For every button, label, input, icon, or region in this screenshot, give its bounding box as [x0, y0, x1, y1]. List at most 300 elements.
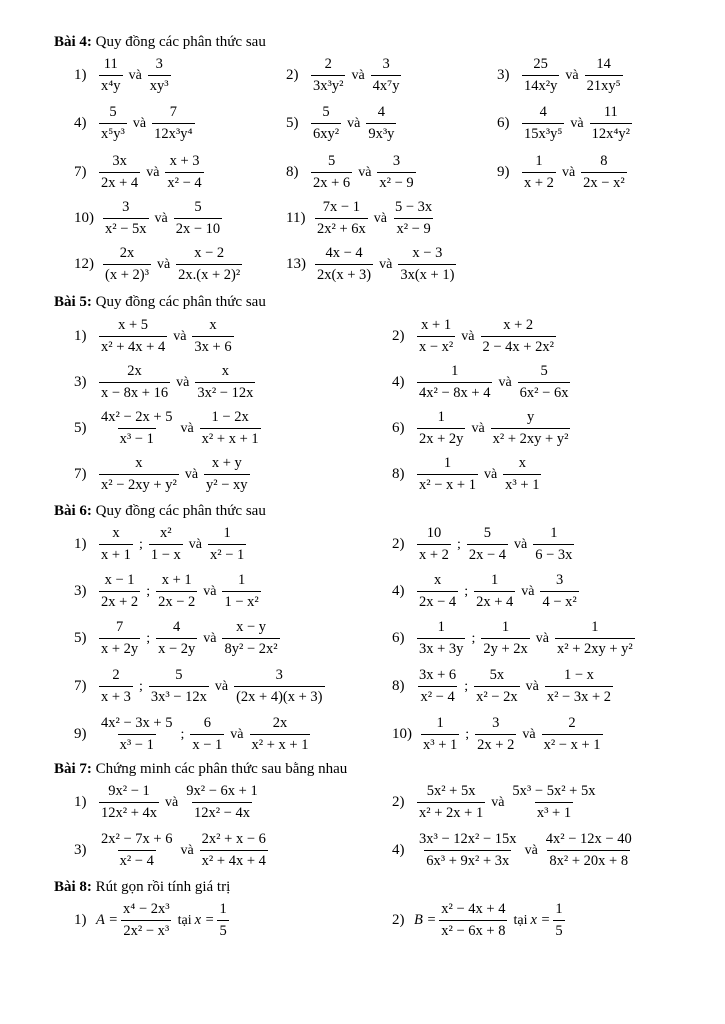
exercise-number: 8) — [392, 466, 405, 482]
word-and: và — [132, 115, 147, 131]
fraction — [542, 715, 603, 754]
exercise-item — [74, 901, 232, 940]
fraction-denominator: 2x² − x³ — [121, 920, 171, 940]
fraction — [99, 783, 159, 822]
exercise-item — [392, 715, 606, 754]
fraction-denominator: x² − 9 — [394, 218, 432, 238]
word-and: và — [561, 164, 576, 180]
fraction-numerator: x⁴ − 2x³ — [123, 901, 170, 917]
fraction — [417, 831, 519, 870]
fraction-denominator: x² + 4x + 4 — [99, 336, 167, 356]
section-text: Quy đồng các phân thức sau — [95, 503, 266, 519]
word-and: và — [565, 67, 579, 83]
word-at: tại — [177, 912, 192, 928]
fraction — [222, 619, 279, 658]
fraction — [99, 56, 123, 95]
fraction — [522, 153, 556, 192]
fraction-numerator: 25 — [533, 56, 548, 72]
exercise-number: 13) — [286, 256, 306, 272]
fraction-denominator: x − 8x + 16 — [99, 382, 170, 402]
fraction — [99, 715, 174, 754]
fraction-denominator: 4 − x² — [540, 591, 578, 611]
fraction-denominator: x² + 2xy + y² — [491, 428, 571, 448]
fraction-numerator: 1 — [437, 409, 445, 425]
exercise-number: 8) — [392, 678, 405, 694]
fraction-denominator: x + 3 — [99, 686, 133, 706]
fraction — [200, 831, 268, 870]
exercise-item — [286, 199, 437, 238]
fraction — [99, 455, 179, 494]
word-and: và — [156, 256, 171, 272]
exercise-number: 7) — [74, 164, 87, 180]
exercise-number: 1) — [74, 328, 87, 344]
word-and: và — [570, 115, 584, 131]
fraction-denominator: 3x² − 12x — [195, 382, 255, 402]
fraction-denominator: x + 1 — [99, 544, 133, 564]
fraction — [417, 619, 465, 658]
exercise-item — [286, 56, 404, 95]
fraction — [99, 104, 127, 143]
fraction-denominator: 2x + 4 — [474, 591, 515, 611]
fraction-denominator: 3x + 3y — [417, 638, 465, 658]
fraction-numerator: x + 1 — [421, 317, 452, 333]
section-title-bai4 — [54, 34, 266, 51]
fraction-numerator: 3 — [155, 56, 163, 72]
fraction-denominator: x + 2 — [522, 172, 556, 192]
exercise-number: 9) — [74, 726, 87, 742]
fraction — [522, 56, 559, 95]
fraction-numerator: 1 — [550, 525, 558, 541]
section-label: Bài 5: — [54, 294, 92, 310]
section-title-bai6 — [54, 503, 266, 520]
fraction-numerator: 7 — [115, 619, 124, 635]
fraction — [474, 667, 520, 706]
exercise-item — [74, 572, 264, 611]
section-label: Bài 8: — [54, 879, 92, 895]
exercise-item — [392, 525, 577, 564]
fraction-denominator: 6x³ + 9x² + 3x — [424, 850, 511, 870]
word-and: và — [524, 842, 538, 858]
separator-semicolon: ; — [138, 536, 143, 552]
exercise-item — [74, 317, 237, 356]
section-title-bai7 — [54, 761, 347, 778]
exercise-number: 5) — [74, 420, 87, 436]
fraction-numerator: 1 — [591, 619, 599, 635]
fraction — [217, 901, 228, 940]
fraction — [503, 455, 541, 494]
fraction-denominator: 2x.(x + 2)² — [176, 264, 242, 284]
fraction-denominator: x² − x + 1 — [417, 474, 478, 494]
word-and: và — [461, 328, 475, 344]
fraction — [518, 363, 571, 402]
fraction-denominator: 2x + 4 — [99, 172, 140, 192]
fraction-numerator: 2x² + x − 6 — [201, 831, 266, 847]
fraction — [590, 104, 632, 143]
exercise-number: 2) — [392, 328, 405, 344]
fraction-denominator: 12x² + 4x — [99, 802, 159, 822]
exercise-item — [74, 667, 328, 706]
fraction-numerator: 4x² − 2x + 5 — [101, 409, 173, 425]
exercise-number: 6) — [497, 115, 510, 131]
fraction-numerator: 11 — [103, 56, 118, 72]
fraction-denominator: x³ + 1 — [421, 734, 459, 754]
exercise-item — [392, 667, 616, 706]
fraction-numerator: 1 — [535, 153, 543, 169]
exercise-item — [74, 525, 249, 564]
fraction-numerator: 5x² + 5x — [426, 783, 476, 799]
fraction — [149, 667, 209, 706]
exercise-item — [392, 572, 582, 611]
fraction-numerator: 3x³ − 12x² − 15x — [419, 831, 517, 847]
fraction-denominator: (2x + 4)(x + 3) — [234, 686, 324, 706]
fraction — [222, 572, 260, 611]
fraction-numerator: 9x² − 6x + 1 — [186, 783, 258, 799]
fraction-numerator: 2 — [568, 715, 576, 731]
fraction — [417, 363, 492, 402]
word-and: và — [146, 164, 160, 180]
fraction — [165, 153, 203, 192]
exercise-item — [392, 409, 573, 448]
fraction — [99, 667, 133, 706]
exercise-item — [74, 363, 258, 402]
word-and: và — [471, 420, 485, 436]
fraction-denominator: 2x + 2y — [417, 428, 465, 448]
fraction-denominator: 12x³y⁴ — [152, 123, 194, 143]
fraction — [544, 831, 634, 870]
fraction-numerator: x — [209, 317, 217, 333]
fraction-numerator: 5 − 3x — [395, 199, 433, 215]
section-label: Bài 4: — [54, 34, 92, 50]
section-text: Rút gọn rồi tính giá trị — [95, 879, 231, 895]
fraction-denominator: x² + 4x + 4 — [200, 850, 268, 870]
exercise-item — [74, 153, 207, 192]
fraction-numerator: 1 — [436, 715, 444, 731]
fraction — [417, 783, 485, 822]
fraction-denominator: 2x + 6 — [311, 172, 352, 192]
word-and: và — [173, 328, 187, 344]
fraction — [234, 667, 324, 706]
fraction-numerator: 5x — [489, 667, 505, 683]
fraction-numerator: 4x² − 12x − 40 — [545, 831, 632, 847]
exercise-item — [74, 104, 198, 143]
exercise-item — [286, 153, 419, 192]
fraction — [103, 199, 149, 238]
exercise-number: 3) — [74, 374, 87, 390]
fraction — [99, 831, 174, 870]
fraction — [121, 901, 172, 940]
fraction-denominator: x² − 2xy + y² — [99, 474, 179, 494]
fraction-numerator: 9x² − 1 — [108, 783, 150, 799]
fraction-denominator: 2x + 2 — [475, 734, 516, 754]
fraction-numerator: 3 — [382, 56, 390, 72]
fraction-numerator: 1 — [437, 619, 445, 635]
fraction — [99, 153, 140, 192]
fraction-numerator: 1 — [555, 901, 563, 917]
fraction-numerator: 6 — [203, 715, 211, 731]
fraction-numerator: 4 — [539, 104, 547, 120]
fraction-denominator: x² − x + 1 — [542, 734, 603, 754]
fraction — [200, 409, 261, 448]
exercise-item — [392, 317, 559, 356]
fraction — [371, 56, 402, 95]
exercise-number: 6) — [392, 420, 405, 436]
fraction — [174, 199, 222, 238]
exercise-number: 2) — [392, 536, 405, 552]
exercise-number: 1) — [74, 67, 87, 83]
separator-semicolon: ; — [471, 630, 476, 646]
exercise-number: 6) — [392, 630, 405, 646]
section-text: Quy đồng các phân thức sau — [95, 294, 266, 310]
fraction-numerator: 2 — [324, 56, 332, 72]
fraction — [99, 363, 170, 402]
exercise-number: 4) — [392, 842, 405, 858]
fraction-denominator: 4x² − 8x + 4 — [417, 382, 492, 402]
word-and: và — [379, 256, 393, 272]
word-and: và — [351, 67, 365, 83]
section-title-bai8 — [54, 879, 230, 896]
fraction-numerator: 2x² − 7x + 6 — [101, 831, 173, 847]
fraction — [417, 455, 478, 494]
fraction-numerator: x + 5 — [118, 317, 149, 333]
exercise-item — [74, 831, 271, 870]
fraction — [474, 572, 515, 611]
word-and: và — [522, 726, 536, 742]
section-label: Bài 6: — [54, 503, 92, 519]
exercise-item — [74, 199, 225, 238]
exercise-number: 11) — [286, 210, 306, 226]
separator-semicolon: ; — [456, 536, 461, 552]
fraction-denominator: 2x − 4 — [467, 544, 508, 564]
fraction-numerator: x − 3 — [412, 245, 443, 261]
separator-semicolon: ; — [146, 630, 151, 646]
fraction-numerator: 2x — [272, 715, 288, 731]
section-text: Quy đồng các phân thức sau — [95, 34, 266, 50]
fraction — [103, 245, 151, 284]
fraction — [417, 317, 455, 356]
fraction-denominator: x² − 5x — [103, 218, 149, 238]
fraction-denominator: 5 — [217, 920, 228, 940]
exercise-number: 1) — [74, 912, 87, 928]
fraction-numerator: 2 — [112, 667, 120, 683]
fraction-denominator: 12x⁴y² — [590, 123, 632, 143]
word-and: và — [203, 630, 217, 646]
exercise-item — [286, 104, 399, 143]
exercise-number: 1) — [74, 794, 87, 810]
fraction — [190, 715, 224, 754]
word-and: và — [525, 678, 539, 694]
fraction-denominator: x³ + 1 — [535, 802, 573, 822]
fraction-numerator: 1 — [501, 619, 510, 635]
exercise-number: 4) — [392, 583, 405, 599]
fraction-numerator: 3x + 6 — [419, 667, 457, 683]
exercise-number: 3) — [74, 842, 87, 858]
fraction-denominator: 1 − x — [149, 544, 183, 564]
fraction-numerator: 2x — [127, 363, 142, 379]
exercise-number: 12) — [74, 256, 94, 272]
word-and: và — [128, 67, 142, 83]
fraction-denominator: 15x³y⁵ — [522, 123, 564, 143]
word-and: và — [203, 583, 217, 599]
fraction-numerator: 1 — [219, 901, 227, 917]
fraction — [475, 715, 516, 754]
word-and: và — [483, 466, 498, 482]
fraction-denominator: 2x − 2 — [156, 591, 197, 611]
fraction-denominator: x³ + 1 — [503, 474, 541, 494]
fraction-denominator: 2x² + 6x — [315, 218, 368, 238]
fraction-denominator: 12x² − 4x — [192, 802, 252, 822]
fraction — [439, 901, 507, 940]
exercise-item — [74, 715, 313, 754]
fraction-denominator: 2 − 4x + 2x² — [481, 336, 556, 356]
fraction-numerator: 5 — [109, 104, 117, 120]
fraction-numerator: 4 — [377, 104, 385, 120]
fraction — [311, 104, 341, 143]
fraction-numerator: 2x — [119, 245, 135, 261]
fraction-denominator: x³ − 1 — [118, 734, 156, 754]
fraction-numerator: x² — [159, 525, 172, 541]
fraction — [152, 104, 194, 143]
separator-semicolon: ; — [465, 726, 470, 742]
exercise-item — [74, 783, 263, 822]
fraction-denominator: 3x³y² — [311, 75, 345, 95]
fraction-numerator: 3 — [492, 715, 500, 731]
exercise-number: 3) — [497, 67, 510, 83]
fraction-denominator: x − 2y — [156, 638, 197, 658]
fraction — [398, 245, 456, 284]
separator-semicolon: ; — [180, 726, 185, 742]
fraction-denominator: xy³ — [148, 75, 171, 95]
fraction — [417, 409, 465, 448]
fraction — [250, 715, 311, 754]
fraction-numerator: x — [518, 455, 526, 471]
fraction — [204, 455, 250, 494]
fraction-denominator: 21xy⁵ — [585, 75, 623, 95]
fraction — [553, 901, 564, 940]
fraction-denominator: 14x²y — [522, 75, 559, 95]
fraction-denominator: 2y + 2x — [481, 638, 529, 658]
fraction-numerator: x + 3 — [169, 153, 200, 169]
fraction-numerator: 1 − x — [563, 667, 594, 683]
fraction-denominator: x² + x + 1 — [250, 734, 311, 754]
fraction — [510, 783, 597, 822]
fraction — [421, 715, 459, 754]
fraction-denominator: x² + 2xy + y² — [555, 638, 635, 658]
exercise-number: 2) — [392, 912, 405, 928]
word-and: và — [180, 420, 194, 436]
fraction-denominator: 2x(x + 3) — [315, 264, 373, 284]
word-and: và — [347, 115, 361, 131]
fraction-numerator: 3 — [275, 667, 283, 683]
word-and: và — [184, 466, 199, 482]
fraction-numerator: x² − 4x + 4 — [441, 901, 506, 917]
fraction-numerator: 14 — [596, 56, 611, 72]
fraction — [467, 525, 508, 564]
fraction-denominator: x² − 1 — [208, 544, 246, 564]
fraction-denominator: x + 2 — [417, 544, 451, 564]
fraction-denominator: x − x² — [417, 336, 455, 356]
fraction-denominator: x − 1 — [190, 734, 224, 754]
fraction-numerator: 5x³ − 5x² + 5x — [512, 783, 596, 799]
fraction-numerator: 7 — [169, 104, 177, 120]
fraction — [99, 619, 140, 658]
fraction-numerator: 10 — [426, 525, 442, 541]
section-text: Chứng minh các phân thức sau bằng nhau — [95, 761, 348, 777]
fraction — [99, 317, 167, 356]
fraction-numerator: y — [526, 409, 535, 425]
fraction — [176, 245, 242, 284]
fraction-numerator: 4x² − 3x + 5 — [101, 715, 173, 731]
exercise-item — [74, 409, 264, 448]
fraction — [192, 317, 233, 356]
fraction-numerator: 1 — [238, 572, 246, 588]
fraction-denominator: x² − 9 — [377, 172, 415, 192]
fraction-numerator: 3 — [392, 153, 401, 169]
exercise-number: 5) — [286, 115, 299, 131]
separator-semicolon: ; — [138, 678, 143, 694]
fraction — [417, 572, 458, 611]
word-and: và — [230, 726, 244, 742]
exercise-number: 7) — [74, 466, 87, 482]
fraction — [99, 572, 140, 611]
fraction-denominator: 8x² + 20x + 8 — [547, 850, 630, 870]
exercise-item — [74, 619, 283, 658]
fraction-numerator: 11 — [603, 104, 618, 120]
exercise-item — [392, 363, 573, 402]
fraction-denominator: x⁴y — [99, 75, 123, 95]
fraction — [195, 363, 255, 402]
fraction-denominator: 2x − x² — [581, 172, 627, 192]
fraction — [315, 245, 373, 284]
fraction — [555, 619, 635, 658]
fraction — [311, 56, 345, 95]
fraction-numerator: 5 — [322, 104, 330, 120]
word-and: và — [176, 374, 190, 390]
exercise-item — [392, 901, 568, 940]
fraction-numerator: 5 — [540, 363, 548, 379]
fraction — [208, 525, 246, 564]
fraction — [99, 525, 133, 564]
fraction — [99, 409, 174, 448]
fraction-numerator: 4x − 4 — [325, 245, 363, 261]
fraction-denominator: 1 − x² — [222, 591, 260, 611]
fraction-denominator: x² − 2x — [474, 686, 520, 706]
fraction-denominator: 6 − 3x — [533, 544, 574, 564]
section-label: Bài 7: — [54, 761, 92, 777]
exercise-item — [74, 455, 253, 494]
exercise-item — [497, 104, 635, 143]
exercise-number: 4) — [74, 115, 87, 131]
exercise-number: 5) — [74, 630, 87, 646]
fraction-numerator: x + 1 — [161, 572, 192, 588]
exercise-number: 2) — [286, 67, 299, 83]
fraction-numerator: x — [135, 455, 143, 471]
fraction — [522, 104, 564, 143]
exercise-item — [497, 153, 630, 192]
exercise-item — [392, 783, 600, 822]
fraction-denominator: 8y² − 2x² — [222, 638, 279, 658]
fraction-denominator: 5 — [553, 920, 564, 940]
variable-assign: x = — [194, 912, 215, 928]
fraction-denominator: 2x − 10 — [174, 218, 222, 238]
exercise-item — [74, 245, 245, 284]
separator-semicolon: ; — [464, 583, 469, 599]
fraction-numerator: 1 — [223, 525, 231, 541]
fraction-numerator: 1 — [451, 363, 459, 379]
exercise-number: 1) — [74, 536, 87, 552]
fraction-denominator: y² − xy — [204, 474, 250, 494]
exercise-item — [286, 245, 459, 284]
exercise-number: 10) — [392, 726, 412, 742]
